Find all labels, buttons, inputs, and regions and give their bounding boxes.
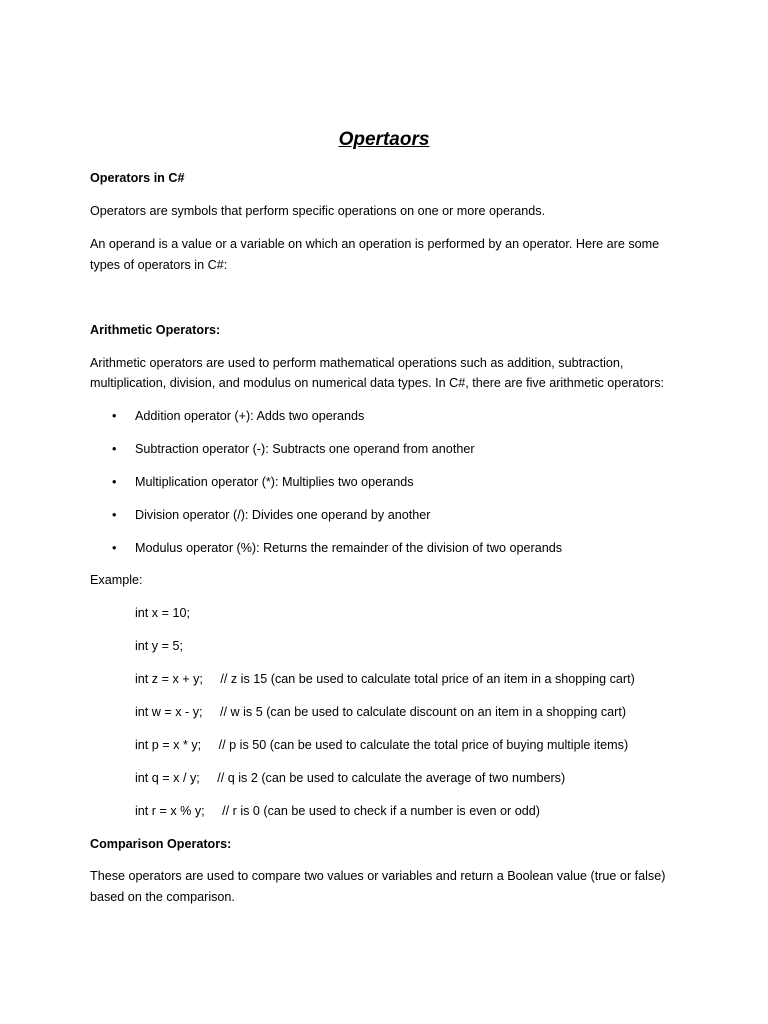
arithmetic-paragraph-line-1: Arithmetic operators are used to perform mathematical operations such as addition, subtraction,: [90, 356, 624, 370]
comparison-paragraph-line-2: based on the comparison.: [90, 890, 235, 904]
code-line: int r = x % y; // r is 0 (can be used to check if a number is even or odd): [135, 804, 540, 818]
document-title: Opertaors: [338, 129, 430, 150]
bullet-icon: •: [112, 475, 117, 489]
section-heading-arithmetic: Arithmetic Operators:: [90, 323, 221, 337]
list-item-text: Modulus operator (%): Returns the remainder of the division of two operands: [135, 541, 563, 555]
bullet-icon: •: [112, 541, 117, 555]
section-heading-comparison: Comparison Operators:: [90, 837, 232, 851]
bullet-icon: •: [112, 442, 117, 456]
example-label: Example:: [90, 573, 143, 587]
code-line: int x = 10;: [135, 606, 190, 620]
list-item-text: Multiplication operator (*): Multiplies two operands: [135, 475, 414, 489]
bullet-icon: •: [112, 508, 117, 522]
list-item-text: Subtraction operator (-): Subtracts one operand from another: [135, 442, 475, 456]
code-line: int q = x / y; // q is 2 (can be used to calculate the average of two numbers): [135, 771, 566, 785]
code-line: int p = x * y; // p is 50 (can be used to calculate the total price of buying multiple items): [135, 738, 629, 752]
operand-paragraph-line-2: types of operators in C#:: [90, 258, 228, 272]
code-line: int w = x - y; // w is 5 (can be used to calculate discount on an item in a shopping cart): [135, 705, 627, 719]
intro-paragraph: Operators are symbols that perform specific operations on one or more operands.: [90, 204, 545, 218]
code-line: int z = x + y; // z is 15 (can be used to calculate total price of an item in a shopping cart): [135, 672, 635, 686]
list-item-text: Division operator (/): Divides one operand by another: [135, 508, 431, 522]
code-line: int y = 5;: [135, 639, 183, 653]
list-item-text: Addition operator (+): Adds two operands: [135, 409, 365, 423]
arithmetic-paragraph-line-2: multiplication, division, and modulus on numerical data types. In C#, there are five arithmetic operators:: [90, 376, 664, 390]
bullet-icon: •: [112, 409, 117, 423]
section-heading-operators: Operators in C#: [90, 171, 185, 185]
operand-paragraph-line-1: An operand is a value or a variable on which an operation is performed by an operator. Here are some: [90, 237, 660, 251]
comparison-paragraph-line-1: These operators are used to compare two values or variables and return a Boolean value (true or false): [90, 869, 666, 883]
